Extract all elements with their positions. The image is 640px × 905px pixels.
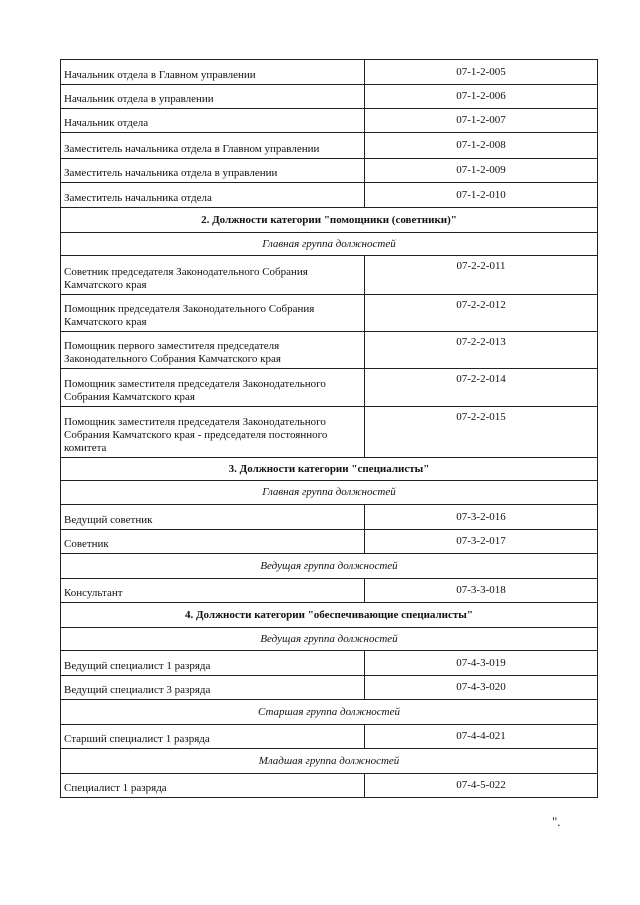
position-row [61, 60, 598, 85]
position-name: Начальник отдела в управлении [61, 85, 365, 109]
section-title: 3. Должности категории "специалисты" [61, 458, 598, 481]
position-row [61, 159, 598, 183]
position-code: 07-2-2-013 [365, 332, 598, 369]
position-name: Помощник заместителя председателя Законодательного Собрания Камчатского края - председателя постоянного комитета [61, 407, 365, 458]
position-name: Ведущий советник [61, 505, 365, 530]
position-row [61, 530, 598, 554]
group-header-row [61, 628, 598, 651]
closing-quote-mark: ". [552, 814, 561, 829]
position-name: Ведущий специалист 1 разряда [61, 651, 365, 676]
section-title: 2. Должности категории "помощники (советники)" [61, 208, 598, 233]
position-name: Заместитель начальника отдела в Главном управлении [61, 133, 365, 159]
position-code: 07-2-2-011 [365, 256, 598, 295]
group-title: Ведущая группа должностей [61, 628, 598, 651]
section-title: 4. Должности категории "обеспечивающие специалисты" [61, 603, 598, 628]
position-code: 07-4-5-022 [365, 774, 598, 798]
group-header-row [61, 749, 598, 774]
position-code: 07-4-3-019 [365, 651, 598, 676]
position-name: Помощник заместителя председателя Законодательного Собрания Камчатского края [61, 369, 365, 407]
position-name: Советник председателя Законодательного Собрания Камчатского края [61, 256, 365, 295]
section-header-row [61, 603, 598, 628]
group-title: Младшая группа должностей [61, 749, 598, 774]
position-code: 07-1-2-009 [365, 159, 598, 183]
group-title: Ведущая группа должностей [61, 554, 598, 579]
group-header-row [61, 700, 598, 725]
position-row [61, 505, 598, 530]
section-header-row [61, 208, 598, 233]
position-code: 07-3-3-018 [365, 579, 598, 603]
group-title: Старшая группа должностей [61, 700, 598, 725]
position-row [61, 109, 598, 133]
position-row [61, 183, 598, 208]
position-name: Заместитель начальника отдела [61, 183, 365, 208]
position-name: Специалист 1 разряда [61, 774, 365, 798]
position-code: 07-3-2-016 [365, 505, 598, 530]
position-name: Советник [61, 530, 365, 554]
position-code: 07-1-2-008 [365, 133, 598, 159]
position-row [61, 369, 598, 407]
position-name: Начальник отдела [61, 109, 365, 133]
position-code: 07-2-2-015 [365, 407, 598, 458]
group-title: Главная группа должностей [61, 233, 598, 256]
position-name: Помощник председателя Законодательного Собрания Камчатского края [61, 295, 365, 332]
position-row [61, 579, 598, 603]
section-header-row [61, 458, 598, 481]
position-name: Старший специалист 1 разряда [61, 725, 365, 749]
position-code: 07-1-2-005 [365, 60, 598, 85]
position-name: Помощник первого заместителя председателя Законодательного Собрания Камчатского края [61, 332, 365, 369]
positions-table-body [61, 60, 598, 798]
position-name: Заместитель начальника отдела в управлении [61, 159, 365, 183]
position-row [61, 407, 598, 458]
position-code: 07-4-3-020 [365, 676, 598, 700]
position-row [61, 133, 598, 159]
position-name: Консультант [61, 579, 365, 603]
group-header-row [61, 554, 598, 579]
position-code: 07-3-2-017 [365, 530, 598, 554]
position-code: 07-1-2-007 [365, 109, 598, 133]
position-code: 07-2-2-012 [365, 295, 598, 332]
position-row [61, 332, 598, 369]
position-row [61, 651, 598, 676]
position-code: 07-1-2-010 [365, 183, 598, 208]
position-row [61, 774, 598, 798]
positions-table [60, 59, 598, 798]
position-row [61, 85, 598, 109]
group-header-row [61, 233, 598, 256]
position-code: 07-1-2-006 [365, 85, 598, 109]
position-row [61, 256, 598, 295]
group-header-row [61, 481, 598, 505]
position-name: Ведущий специалист 3 разряда [61, 676, 365, 700]
position-code: 07-4-4-021 [365, 725, 598, 749]
position-code: 07-2-2-014 [365, 369, 598, 407]
position-row [61, 295, 598, 332]
position-name: Начальник отдела в Главном управлении [61, 60, 365, 85]
group-title: Главная группа должностей [61, 481, 598, 505]
position-row [61, 725, 598, 749]
position-row [61, 676, 598, 700]
